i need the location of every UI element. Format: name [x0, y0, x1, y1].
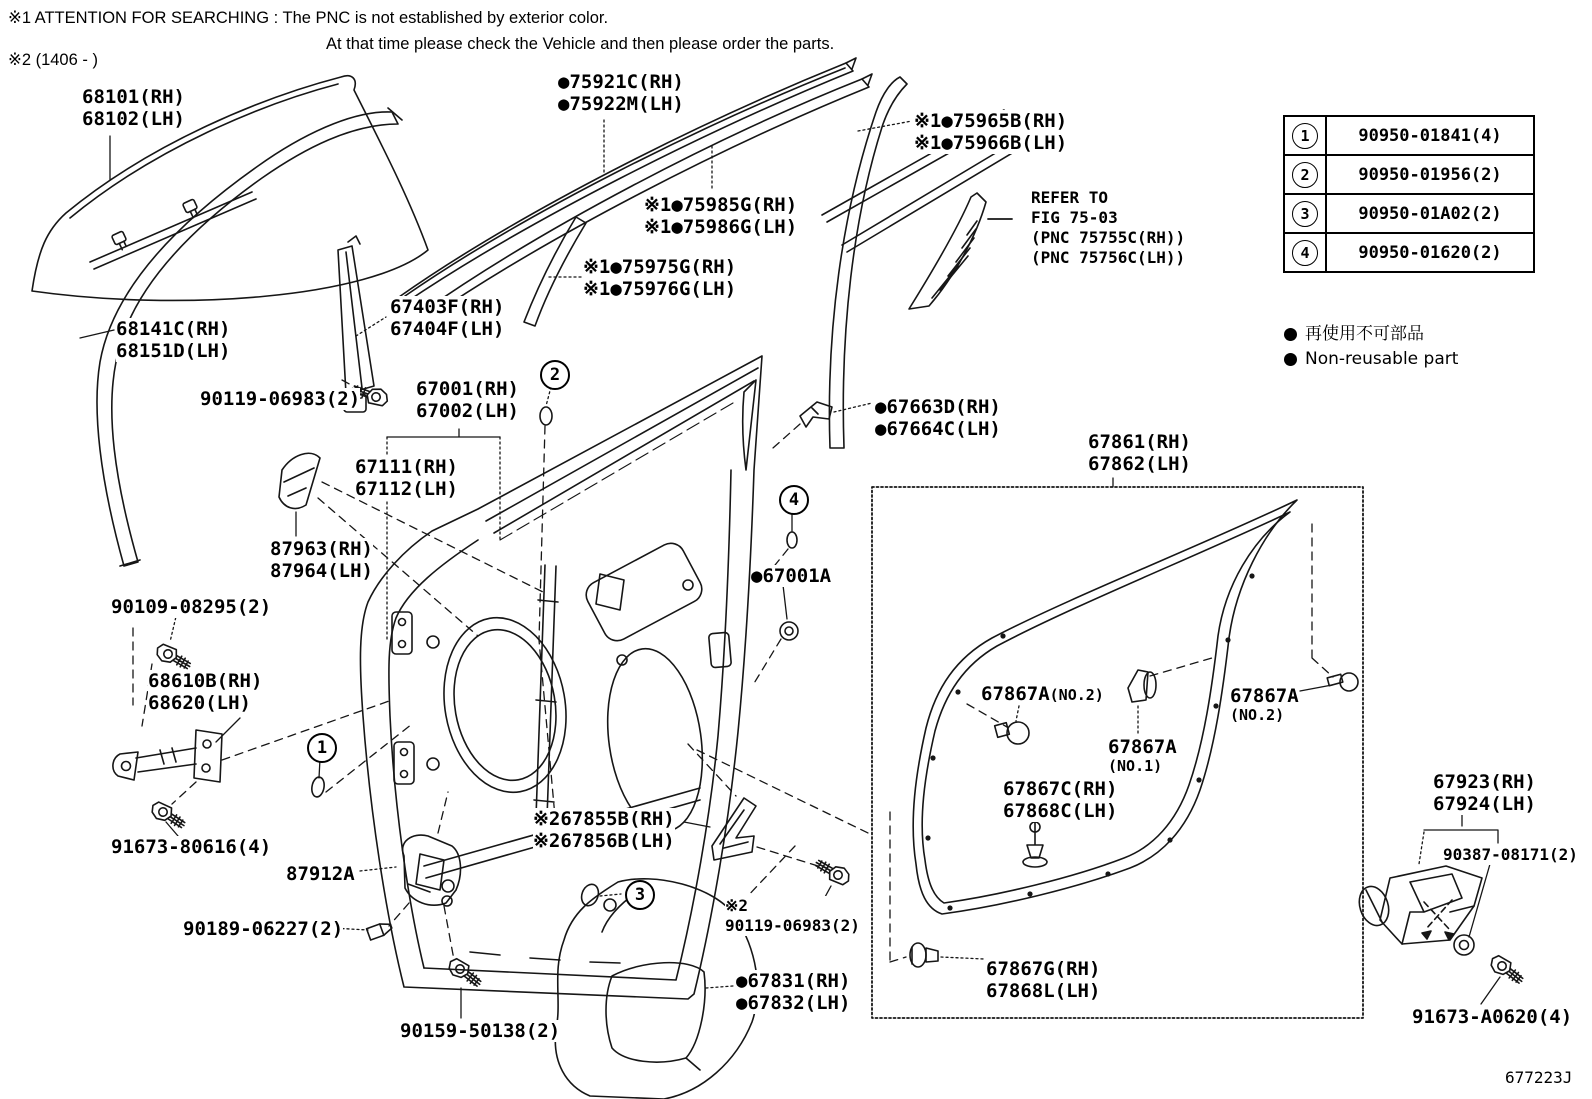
callout-3: 3	[625, 880, 655, 910]
part-no: 87912A	[286, 863, 355, 885]
fastener-part-no: 90950-01956(2)	[1326, 155, 1534, 194]
label-screw-bracket	[400, 1020, 560, 1042]
non-reusable-dot-icon	[1284, 328, 1297, 341]
fastener-part-no: 90950-01841(4)	[1326, 116, 1534, 155]
part-no: 68141C(RH)	[116, 318, 231, 340]
attention-note-line2	[326, 34, 834, 54]
part-no: 68102(LH)	[82, 108, 185, 130]
label-ws-clip-g	[986, 958, 1100, 1002]
circled-number-2: 2	[1292, 162, 1318, 188]
legend-text-jp: 再使用不可部品	[1305, 324, 1424, 344]
part-no: 67861(RH)	[1088, 431, 1191, 453]
part-no-suffix: (NO.2)	[1230, 706, 1285, 724]
label-door-glass	[82, 86, 185, 130]
part-no: 90387-08171(2)	[1443, 845, 1578, 864]
mirror-cover-shape	[1355, 866, 1482, 955]
part-no: 67868C(LH)	[1003, 800, 1118, 822]
label-clip-bracket	[183, 918, 343, 940]
part-no: 67862(LH)	[1088, 453, 1191, 475]
label-mirror-screw	[1412, 1006, 1572, 1028]
refer-text: (PNC 75755C(RH))	[1031, 228, 1186, 247]
label-ws-clip-a-no2-rear	[1230, 685, 1299, 724]
part-no: 90119-06983(2)	[200, 388, 361, 410]
part-no: 67867A	[1108, 736, 1177, 758]
part-no: 67924(LH)	[1433, 793, 1536, 815]
part-no: 90159-50138(2)	[400, 1020, 561, 1042]
part-no: ●75922M(LH)	[558, 93, 684, 115]
part-no: ※1●75985G(RH)	[644, 194, 798, 216]
cushion-shape	[279, 453, 320, 508]
label-rear-sash	[390, 296, 504, 340]
part-no: 91673-A0620(4)	[1412, 1006, 1573, 1028]
part-no: ※1●75966B(LH)	[914, 132, 1068, 154]
part-no: ●75921C(RH)	[558, 71, 684, 93]
rear-sash-shape	[338, 236, 374, 412]
part-no: 67404F(LH)	[390, 318, 505, 340]
part-no: ●67832(LH)	[736, 992, 851, 1014]
label-front-moulding	[558, 71, 684, 115]
figure-code: 677223J	[1505, 1068, 1573, 1087]
part-no: ※1●75976G(LH)	[583, 278, 737, 300]
part-no: 67867A	[1230, 685, 1299, 707]
table-row	[1284, 233, 1534, 272]
attention-text: At that time please check the Vehicle and then please order the parts.	[326, 35, 835, 53]
circled-number-1: 1	[1292, 123, 1318, 149]
note-star2	[8, 50, 98, 70]
note-text: ※2 (1406 - )	[8, 51, 98, 69]
part-no: 68620(LH)	[148, 692, 251, 714]
label-screw-check	[111, 596, 271, 618]
part-no-suffix: (NO.1)	[1108, 757, 1163, 775]
part-no: ※1●75965B(RH)	[914, 110, 1068, 132]
legend-row-jp	[1284, 322, 1458, 347]
part-no: 67001(RH)	[416, 378, 519, 400]
table-row	[1284, 155, 1534, 194]
label-front-lower-moulding	[583, 256, 736, 300]
label-speaker-bracket	[286, 863, 355, 885]
part-no: ●67664C(LH)	[875, 418, 1001, 440]
fastener-table	[1283, 115, 1535, 273]
legend-row-en	[1284, 347, 1458, 372]
part-no: ※1●75975G(RH)	[583, 256, 737, 278]
belt-strip-shape	[829, 77, 907, 448]
label-cushion	[270, 538, 373, 582]
callout-4: 4	[779, 485, 809, 515]
label-glass-run	[116, 318, 230, 362]
circled-number-4: 4	[1292, 240, 1318, 266]
part-no-suffix: (NO.2)	[1049, 686, 1104, 704]
part-no: 87963(RH)	[270, 538, 373, 560]
part-no: 91673-80616(4)	[111, 836, 272, 858]
refer-text: FIG 75-03	[1031, 208, 1118, 227]
fastener-part-no: 90950-01A02(2)	[1326, 194, 1534, 233]
part-no: 68101(RH)	[82, 86, 185, 108]
part-no: 67923(RH)	[1433, 771, 1536, 793]
circled-number-3: 3	[1292, 201, 1318, 227]
part-no: 68610B(RH)	[148, 670, 263, 692]
callout-2: 2	[540, 360, 570, 390]
callout-1: 1	[307, 733, 337, 763]
label-door-frame-sub	[355, 456, 458, 500]
label-rear-belt-moulding	[914, 110, 1067, 154]
part-no: ●67831(RH)	[736, 970, 851, 992]
part-no: 90189-06227(2)	[183, 918, 344, 940]
part-no: 67867A	[981, 683, 1050, 705]
label-screw-hinge	[111, 836, 271, 858]
label-panel-bolt	[751, 565, 831, 587]
legend-text-en: Non-reusable part	[1305, 349, 1459, 369]
part-no: 90119-06983(2)	[725, 916, 860, 935]
table-row	[1284, 194, 1534, 233]
part-no: ※2	[725, 896, 749, 915]
part-no: ※267856B(LH)	[533, 830, 675, 852]
label-center-moulding	[644, 194, 797, 238]
legend	[1284, 322, 1458, 372]
part-no: 67867G(RH)	[986, 958, 1101, 980]
part-no: ※267855B(RH)	[533, 808, 675, 830]
part-no: ●67001A	[751, 565, 832, 587]
lock-cover-shape	[712, 798, 756, 860]
label-frame-garnish-clip	[875, 396, 1001, 440]
label-screw-lock	[725, 896, 860, 936]
label-ws-clip-a-no2-front	[981, 683, 1104, 705]
corner-garnish-shape	[909, 193, 1012, 309]
garnish-clip-shape	[800, 402, 832, 427]
part-no: 67002(LH)	[416, 400, 519, 422]
part-no: ●67663D(RH)	[875, 396, 1001, 418]
label-weatherstrip	[1088, 431, 1191, 475]
label-service-hole-cover	[736, 970, 850, 1014]
refer-text: REFER TO	[1031, 188, 1109, 207]
label-ws-clip-a-no1	[1108, 736, 1177, 775]
part-no: 67868L(LH)	[986, 980, 1101, 1002]
part-no: 90109-08295(2)	[111, 596, 272, 618]
label-mirror-gasket	[1443, 845, 1578, 865]
attention-note-line1	[8, 8, 608, 28]
label-mirror-hole-cover	[1433, 771, 1536, 815]
door-check-shape	[113, 730, 222, 782]
part-no: 67112(LH)	[355, 478, 458, 500]
label-door-panel	[416, 378, 519, 422]
label-lock-cover	[533, 808, 675, 852]
part-no: 68151D(LH)	[116, 340, 231, 362]
table-row	[1284, 116, 1534, 155]
label-ws-clip-c	[1003, 778, 1117, 822]
part-no: ※1●75986G(LH)	[644, 216, 798, 238]
label-refer-note	[1031, 188, 1185, 268]
non-reusable-dot-icon	[1284, 353, 1297, 366]
attention-text: ※1 ATTENTION FOR SEARCHING : The PNC is not established by exterior color.	[8, 9, 609, 27]
part-no: 67867C(RH)	[1003, 778, 1118, 800]
refer-text: (PNC 75756C(LH))	[1031, 248, 1186, 267]
label-screw-sash	[200, 388, 360, 410]
label-door-check	[148, 670, 262, 714]
fastener-part-no: 90950-01620(2)	[1326, 233, 1534, 272]
part-no: 87964(LH)	[270, 560, 373, 582]
part-no: 67403F(RH)	[390, 296, 505, 318]
part-no: 67111(RH)	[355, 456, 458, 478]
